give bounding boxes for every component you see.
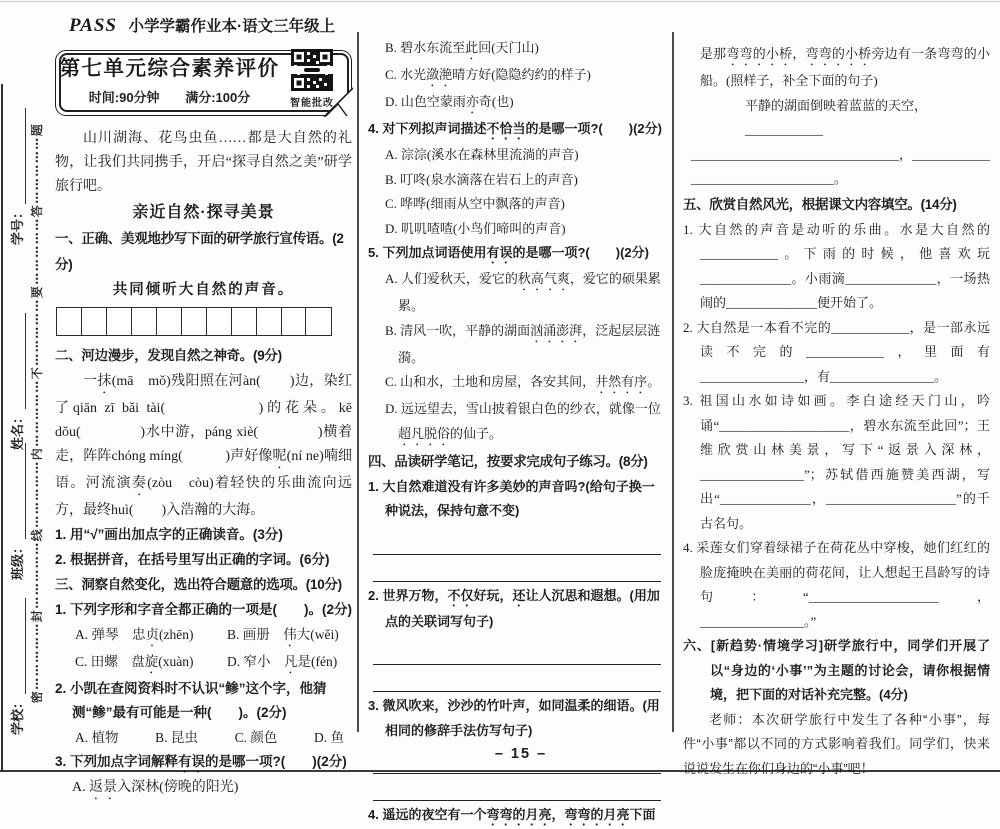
s4-q4-continuation: 是那弯弯的小桥，弯弯的小桥旁边有一条弯弯的小船。(照样子，补全下面的句子) (700, 46, 990, 88)
time-label: 时间:90分钟 (88, 90, 160, 106)
school-label: 学校： (10, 695, 25, 735)
option-item[interactable]: B. 碧水东流至此回(天门山) (385, 40, 539, 55)
column-divider (672, 32, 674, 732)
option-item[interactable]: A. 弹琴 忠贞(zhēn) (75, 626, 194, 642)
section2-q1: 1. 用“√”画出加点字的正确读音。(3分) (55, 527, 283, 543)
page-fold-icon (323, 87, 353, 117)
s4-q2-stem: 2. 世界万物，不仅好玩，还让人沉思和遐想。(用加点的关联词写句子) (368, 587, 660, 629)
s3-q1-options (55, 623, 352, 677)
grid-cell[interactable] (281, 307, 308, 336)
qr-caption: 智能批改 (290, 97, 334, 109)
class-blank[interactable] (12, 443, 26, 539)
option-item[interactable]: B. 画册 伟大(wěi) (227, 626, 339, 642)
option-item[interactable]: D. 远远望去，雪山披着银白色的纱衣，就像一位超凡脱俗的仙子。 (385, 401, 661, 441)
fill-in-line[interactable]: ________________________________，____________ (691, 146, 990, 162)
student-id-field (8, 85, 26, 245)
section1-heading: 一、正确、美观地抄写下面的研学旅行宣传语。(2分) (55, 230, 344, 272)
section5-heading: 五、欣赏自然风光，根据课文内容填空。(14分) (683, 196, 957, 212)
s5-item[interactable]: 2. 大自然是一本看不完的____________，是一部永远读不完的____________，里面有________________，有________________。 (683, 319, 990, 384)
writing-grid (58, 307, 352, 336)
column-2 (368, 36, 664, 829)
section3-heading: 三、洞察自然变化，选出符合题意的选项。(10分) (55, 577, 342, 593)
answer-line[interactable] (373, 524, 661, 555)
answer-line[interactable] (373, 774, 661, 801)
fill-in-line[interactable]: 平静的湖面倒映着蓝蓝的天空，____________ (745, 97, 928, 137)
option-item[interactable]: B. 叮咚(泉水滴落在岩石上的声音) (385, 171, 578, 187)
student-id-blank[interactable] (12, 108, 26, 204)
option-item[interactable]: B. 昆虫 (155, 729, 198, 745)
grid-cell[interactable] (131, 307, 158, 336)
option-item[interactable]: D. 山色空蒙雨亦奇(也) (385, 94, 514, 109)
answer-line[interactable] (373, 665, 661, 692)
theme-title: 亲近自然·探寻美景 (132, 203, 275, 221)
option-item[interactable]: C. 哗哗(细雨从空中飘落的声音) (385, 196, 565, 211)
brand-row (69, 14, 352, 41)
option-item[interactable]: C. 田螺 盘旋(xuàn) (75, 653, 194, 669)
option-item[interactable]: A. 人们爱秋天，爱它的秋高气爽，爱它的硕果累累。 (385, 271, 661, 313)
scan-edge-left (1, 84, 3, 772)
section4-heading: 四、品读研学笔记，按要求完成句子练习。(8分) (368, 453, 648, 469)
seal-line-text: 密⋯⋯⋯⋯⋯封⋯⋯⋯⋯⋯线⋯⋯⋯⋯⋯内⋯⋯⋯⋯⋯不⋯⋯⋯⋯⋯要⋯⋯⋯⋯⋯答⋯⋯⋯⋯⋯题 (30, 122, 44, 704)
grid-cell[interactable] (231, 307, 258, 336)
grid-cell[interactable] (256, 307, 283, 336)
s5-item[interactable]: 4. 采莲女们穿着绿裙子在荷花丛中穿梭，她们红红的脸庞掩映在美丽的荷花间，让人想起王昌龄写的诗句：“____________________，________________。” (683, 540, 990, 629)
s5-item[interactable]: 1. 大自然的声音是动听的乐曲。水是大自然的____________。下雨的时候，他喜欢玩______________。小雨滴______________，一场热闹的______________便开始了。 (683, 221, 990, 310)
series-title: 小学学霸作业本·语文三年级上 (128, 18, 336, 35)
answer-line[interactable] (373, 634, 661, 665)
school-blank[interactable] (12, 598, 26, 694)
section6-heading: 六、[新趋势·情境学习]研学旅行中，同学们开展了以“身边的‘小事’”为主题的讨论会，请你根据情境，把下面的对话补充完整。(4分) (683, 638, 990, 702)
column-divider (357, 32, 359, 732)
student-id-label: 学号： (10, 205, 25, 245)
grid-cell[interactable] (156, 307, 183, 336)
exam-meta (56, 86, 283, 111)
option-item[interactable]: A. 淙淙(溪水在森林里流淌的声音) (385, 147, 579, 162)
section2-heading: 二、河边漫步，发现自然之神奇。(9分) (55, 347, 282, 363)
pinyin-paragraph: 一抹(mā mǒ)残阳照在河àn( )边，染红了qiān zī bǎi tài( )的花朵。kē dǒu( )水中游，páng xiè( )横着走，阵阵chóng míng( )声好像呢(ní ne)喃细语。河流演奏(zòu còu)着轻快的乐曲流向远方，最终huì( )入浩瀚的大海。 (55, 373, 353, 519)
grid-cell[interactable] (305, 307, 332, 336)
exam-title: 第七单元综合素养评价 (59, 57, 280, 81)
s3-q4-stem: 4. 对下列拟声词描述不恰当的是哪一项?( )(2分) (368, 121, 662, 136)
option-item[interactable]: B. 清风一吹，平静的湖面汹涌澎湃，泛起层层涟漪。 (385, 322, 661, 365)
s4-q1-stem: 1. 大自然难道没有许多美妙的声音吗?(给句子换一种说法，保持句意不变) (368, 478, 655, 518)
s4-q4-stem: 4. 遥远的夜空有一个弯弯的月亮，弯弯的月亮下面 (368, 807, 656, 822)
s3-q3-stem: 3. 下列加点字词解释有误的是哪一项?( )(2分) (55, 754, 347, 770)
score-label: 满分:100分 (185, 90, 251, 106)
column-1 (55, 14, 352, 803)
student-name-label: 姓名： (10, 410, 25, 450)
option-item[interactable]: D. 窄小 凡是(fén) (227, 653, 338, 669)
s3-q1-stem: 1. 下列字形和字音全都正确的一项是( )。(2分) (55, 602, 352, 618)
grid-cell[interactable] (81, 307, 108, 336)
qr-code (291, 49, 333, 91)
student-name-blank[interactable] (12, 313, 26, 409)
column-3 (683, 42, 990, 781)
grid-cell[interactable] (56, 307, 83, 336)
option-item[interactable]: C. 颜色 (234, 729, 278, 745)
fill-in-line[interactable]: ______________________。 (691, 171, 848, 186)
option-item[interactable]: A. 植物 (75, 729, 119, 745)
section2-q2: 2. 根据拼音，在括号里写出正确的字词。(6分) (55, 551, 330, 567)
intro-paragraph: 山川湖海、花鸟虫鱼……都是大自然的礼物，让我们共同携手，开启“探寻自然之美”研学旅行吧。 (55, 130, 352, 194)
s5-item[interactable]: 3. 祖国山水如诗如画。李白途经天门山，吟诵“____________________，碧水东流至此回”；王维欣赏山林美景，写下“返景入深林，________________”；苏轼借西施赞美西湖，写出“______________，____________________”的千古名句。 (683, 393, 990, 531)
grid-cell[interactable] (181, 307, 208, 336)
class-field (8, 420, 26, 580)
option-item[interactable]: C. 山和水，土地和房屋，各安其间，井然有序。 (385, 374, 661, 389)
school-field (8, 575, 26, 735)
page-number: – 15 – (494, 746, 548, 762)
option-item[interactable]: D. 鱼 (314, 729, 344, 745)
copy-slogan: 共同倾听大自然的声音。 (112, 281, 295, 298)
answer-line[interactable] (373, 555, 661, 582)
option-item[interactable]: C. 水光潋滟晴方好(隐隐约约的样子) (385, 67, 591, 82)
teacher-dialogue: 老师：本次研学旅行中发生了各种“小事”，每件“小事”都以不同的方式影响着我们。同学们，快来说说发生在你们身边的“小事”吧！ (683, 711, 990, 776)
title-box (55, 50, 352, 116)
grid-cell[interactable] (206, 307, 233, 336)
s4-q3-stem: 3. 微风吹来，沙沙的竹叶声，如同温柔的细语。(用相同的修辞手法仿写句子) (368, 698, 660, 738)
s3-q2-stem: 2. 小凯在查阅资料时不认识“鲹”这个字，他猜测“鲹”最有可能是一种( )。(2分) (55, 680, 327, 721)
grid-cell[interactable] (106, 307, 133, 336)
title-block (56, 54, 283, 111)
class-label: 班级： (10, 540, 25, 580)
s3-q5-stem: 5. 下列加点词语使用有误的是哪一项?( )(2分) (368, 245, 649, 260)
scan-edge-top (0, 1, 1000, 2)
option-item[interactable]: A. 返景入深林(傍晚的阳光) (72, 780, 239, 796)
option-item[interactable]: D. 叽叽喳喳(小鸟们啼叫的声音) (385, 220, 566, 236)
brand-logo: PASS (69, 15, 118, 36)
